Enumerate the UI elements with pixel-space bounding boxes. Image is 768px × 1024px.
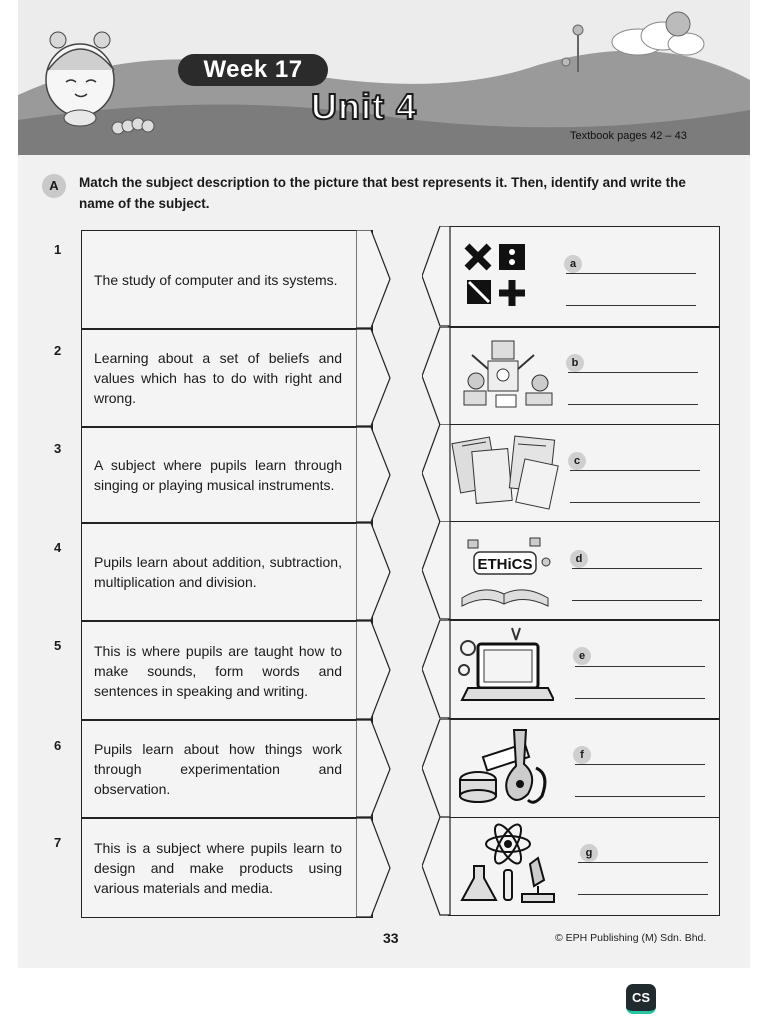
worksheet-page (18, 0, 750, 968)
item-number: 2 (54, 343, 62, 358)
textbook-pages: Textbook pages 42 – 43 (570, 130, 687, 142)
answer-line[interactable] (575, 796, 705, 797)
section-label: A (42, 174, 66, 198)
description-box-7 (81, 818, 373, 918)
description-text: Pupils learn about how things work through experimentation and observation. (94, 741, 342, 797)
answer-letter: a (564, 255, 582, 273)
arrow-point-right (356, 230, 392, 329)
header-banner (18, 0, 750, 155)
answer-line[interactable] (568, 372, 698, 373)
answer-letter: f (573, 746, 591, 764)
science-lab-icon (458, 820, 558, 908)
week-badge: Week 17 (178, 54, 328, 86)
arrow-point-left (422, 817, 452, 916)
item-number: 5 (54, 638, 62, 653)
item-number: 6 (54, 738, 62, 753)
description-box-6 (81, 720, 373, 818)
arrow-point-right (356, 818, 392, 918)
arrow-point-right (356, 621, 392, 720)
arrow-point-right (356, 720, 392, 818)
answer-letter: g (580, 844, 598, 862)
arrow-point-right (356, 427, 392, 523)
description-text: The study of computer and its systems. (94, 271, 338, 288)
answer-line[interactable] (572, 568, 702, 569)
description-box-1 (81, 230, 373, 329)
answer-line[interactable] (572, 600, 702, 601)
instruction-text: Match the subject description to the picture that best represents it. Then, identify and write the name of the subject. (79, 175, 686, 211)
musical-instruments-icon (454, 724, 554, 810)
answer-line[interactable] (570, 502, 700, 503)
answer-letter: d (570, 550, 588, 568)
item-number: 7 (54, 835, 62, 850)
language-books-icon (450, 432, 560, 512)
arrow-point-right (356, 329, 392, 427)
item-number: 3 (54, 441, 62, 456)
answer-line[interactable] (570, 470, 700, 471)
answer-line[interactable] (568, 404, 698, 405)
unit-title: Unit 4 (311, 86, 418, 127)
description-text: A subject where pupils learn through singing or playing musical instruments. (94, 457, 342, 493)
description-box-3 (81, 427, 373, 523)
arrow-point-left (422, 620, 452, 719)
item-number: 4 (54, 540, 62, 555)
answer-letter: b (566, 354, 584, 372)
arrow-point-left (422, 521, 452, 620)
answer-line[interactable] (575, 666, 705, 667)
arrow-point-left (422, 424, 452, 523)
ethics-book-icon (454, 528, 554, 610)
answer-line[interactable] (575, 698, 705, 699)
arrow-point-left (422, 226, 452, 327)
description-text: This is where pupils are taught how to make sounds, form words and sentences in speaking and writing. (94, 642, 342, 699)
answer-letter: e (573, 647, 591, 665)
description-box-4 (81, 523, 373, 621)
laptop-icon (454, 626, 554, 708)
description-box-5 (81, 621, 373, 720)
arrow-point-right (356, 523, 392, 621)
description-text: Learning about a set of beliefs and values which has to do with right and wrong. (94, 350, 342, 406)
description-text: This is a subject where pupils learn to design and make products using various materials and media. (94, 840, 342, 896)
arrow-point-left (422, 719, 452, 818)
answer-line[interactable] (566, 273, 696, 274)
camscanner-logo: CS (626, 984, 656, 1014)
description-box-2 (81, 329, 373, 427)
item-number: 1 (54, 242, 62, 257)
page-number: 33 (383, 930, 399, 946)
answer-letter: c (568, 452, 586, 470)
answer-line[interactable] (575, 764, 705, 765)
ethics-word: ETHiCS (477, 556, 533, 573)
answer-line[interactable] (578, 862, 708, 863)
answer-line[interactable] (578, 894, 708, 895)
robot-kids-icon (448, 335, 558, 415)
math-symbols-icon (463, 240, 533, 310)
answer-line[interactable] (566, 305, 696, 306)
description-text: Pupils learn about addition, subtraction, multiplication and division. (94, 554, 342, 590)
copyright-notice: © EPH Publishing (M) Sdn. Bhd. (555, 932, 707, 944)
